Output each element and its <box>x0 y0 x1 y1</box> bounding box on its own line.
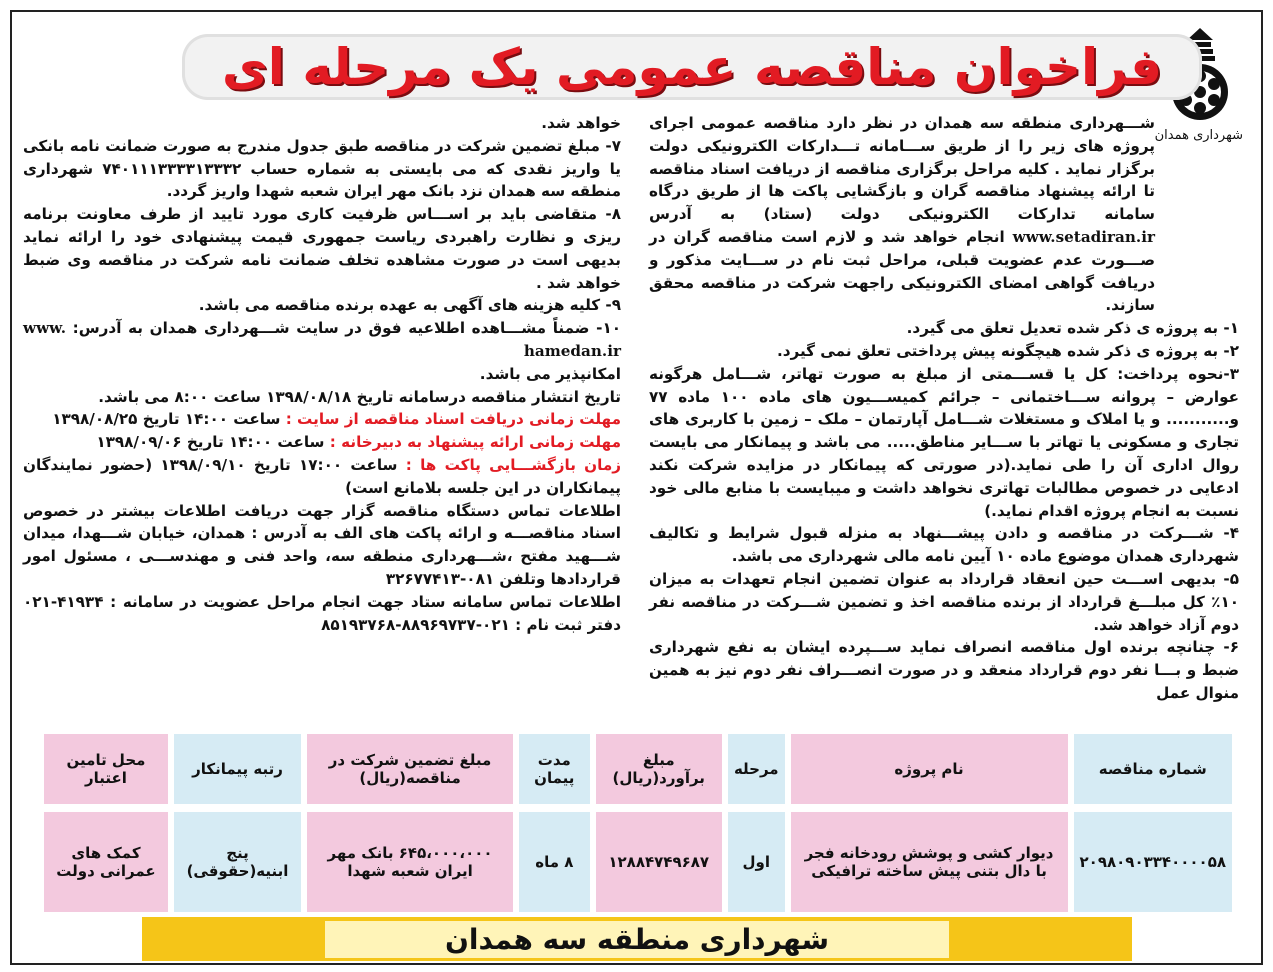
clause-3: ۳-نحوه پرداخت: کل یا قســـمتی از مبلغ به صورت تهاتر، شـــامل هرگونه عوارض – پروانه ســـاختمانی – جرائم کمیســـیون های ماده ۱۰۰ ماده ۷۷ و........... و یا املاک و مستغلات شـــامل آپارتمان – ملک – زمین با کاربری های تجاری و مسکونی یا تهاتر با ســـایر مناطق..... می باشد و پیمانکار می بایست روال اداری آن را طی نماید.(در صورتی که پیمانکار در مزایده شرکت نکند ادعایی در خصوص مطالبات تهاتری نخواهد داشت و میبایست با منابع مالی خود نسبت به انجام پروژه اقدام نماید.) <box>649 364 1239 520</box>
clause-7: ۷- مبلغ تضمین شرکت در مناقصه طبق جدول مندرج به صورت ضمانت نامه بانکی یا واریز نقدی که می بایستی به شماره حساب ۷۴۰۱۱۱۳۳۳۳۱۳۳۳۲ شهرداری منطقه سه همدان نزد بانک مهر ایران شعبه شهدا واریز گردد. <box>23 136 622 201</box>
hamedan-link[interactable]: www. hamedan.ir <box>23 319 621 360</box>
title-plate <box>182 34 1202 100</box>
logo-caption: شهرداری همدان <box>1154 128 1243 143</box>
possible-text: امکانپذیر می باشد. <box>479 364 621 383</box>
contact-info: اطلاعات تماس دستگاه مناقصه گزار جهت دریافت اطلاعات بیشتر در خصوص اسناد مناقصـــه و ارائه پاکت های الف به آدرس : همدان، خیابان شـــهدا، میدان شـــهید مفتح ،شـــهرداری منطقه سه، واحد فنی و مهندســـی ، مسئول امور قراردادها وتلفن ۰۸۱-۳۲۶۷۷۴۱۳ <box>23 501 621 588</box>
left-column <box>23 112 621 636</box>
clause-10: ۱۰- ضمناً مشـــاهده اطلاعیه فوق در سایت شـــهرداری همدان به آدرس: <box>72 319 621 338</box>
offer-deadline-label: مهلت زمانی ارائه پیشنهاد به دبیرخانه : <box>329 433 621 452</box>
clause-4: ۴- شـــرکت در مناقصه و دادن پیشـــنهاد به منزله قبول شرایط و تکالیف شهرداری همدان موضوع ماده ۱۰ آیین نامه مالی شهرداری می باشد. <box>649 524 1239 566</box>
table-row <box>44 812 1232 912</box>
col-rank: رتبه پیمانکار <box>174 734 301 804</box>
cell-guarantee: ۶۴۵،۰۰۰،۰۰۰ بانک مهر ایران شعبه شهدا <box>307 812 513 912</box>
setad-contact: اطلاعات تماس سامانه ستاد جهت انجام مراحل عضویت در سامانه : ۴۱۹۳۴-۰۲۱ دفتر ثبت نام : ۰۲۱-۸۸۹۶۹۷۳۷-۸۵۱۹۳۷۶۸ <box>23 592 621 634</box>
footer-title: شهرداری منطقه سه همدان <box>325 921 949 958</box>
cell-estimate: ۱۲۸۸۴۷۴۹۶۸۷ <box>596 812 722 912</box>
doc-deadline-label: مهلت زمانی دریافت اسناد مناقصه از سایت : <box>285 410 621 429</box>
publish-date: تاریخ انتشار مناقصه درسامانه تاریخ ۱۳۹۸/۰۸/۱۸ ساعت ۸:۰۰ می باشد. <box>98 387 621 406</box>
clause-9: ۹- کلیه هزینه های آگهی به عهده برنده مناقصه می باشد. <box>198 296 621 315</box>
tender-table <box>38 734 1238 904</box>
clause-8: ۸- متقاضی باید بر اســـاس ظرفیت کاری مورد تایید از طرف معاونت برنامه ریزی و نظارت راهبردی ریاست جمهوری قیمت پیشنهادی خود را ارائه نماید بدیهی است در صورت مشاهده تخلف ضمانت نامه شرکت در مناقصه وی ضبط خواهد شد . <box>23 205 621 292</box>
intro-text-2: انجام خواهد شد و لازم است مناقصه گران در صـــورت عدم عضویت قبلی، مراحل ثبت نام در ســـایت مذکور و دریافت گواهی امضای الکترونیکی راجهت شرکت در مناقصه محقق سازند. <box>649 227 1155 315</box>
clause-2: ۲- به پروژه ی ذکر شده هیچگونه پیش پرداختی تعلق نمی گیرد. <box>776 341 1239 360</box>
cell-project-name: دیوار کشی و پوشش رودخانه فجر با دال بتنی پیش ساخته ترافیکی <box>791 812 1068 912</box>
opening-label: زمان بازگشـــایی پاکت ها : <box>405 455 621 474</box>
title-wrap <box>221 26 1162 108</box>
col-estimate: مبلغ برآورد(ریال) <box>596 734 722 804</box>
doc-deadline-value: ساعت ۱۴:۰۰ تاریخ ۱۳۹۸/۰۸/۲۵ <box>52 410 281 429</box>
continued-text: خواهد شد. <box>541 114 621 132</box>
col-tender-number: شماره مناقصه <box>1074 734 1232 804</box>
page-title: فراخوان مناقصه عمومی یک مرحله ای <box>221 38 1162 96</box>
col-duration: مدت پیمان <box>519 734 589 804</box>
cell-tender-number: ۲۰۹۸۰۹۰۳۳۴۰۰۰۰۵۸ <box>1074 812 1232 912</box>
clause-5: ۵- بدیهی اســـت حین انعقاد قرارداد به عنوان تضمین انجام تعهدات به میزان ۱۰٪ کل مبلـــغ قرارداد از برنده مناقصه اخذ و تضمین شـــرکت در مناقصه نفر دوم آزاد خواهد شد. <box>649 569 1239 634</box>
col-stage: مرحله <box>728 734 785 804</box>
right-column <box>649 112 1239 705</box>
col-guarantee: مبلغ تضمین شرکت در مناقصه(ریال) <box>307 734 513 804</box>
cell-duration: ۸ ماه <box>519 812 589 912</box>
opening-value: ساعت ۱۷:۰۰ تاریخ ۱۳۹۸/۰۹/۱۰ (حضور نمایندگان پیمانکاران در این جلسه بلامانع است) <box>23 455 621 497</box>
cell-rank: پنج ابنیه(حقوقی) <box>174 812 301 912</box>
cell-stage: اول <box>728 812 785 912</box>
notice-page <box>10 10 1263 965</box>
footer-band <box>142 917 1132 961</box>
col-project-name: نام پروژه <box>791 734 1068 804</box>
intro-text: شـــهرداری منطقه سه همدان در نظر دارد مناقصه عمومی اجرای پروژه های زیر را از طریق ســـامانه تـــدارکات الکترونیکی دولت برگزار نماید . کلیه مراحل برگزاری مناقصه از دریافت اسناد مناقصه تا ارائه پیشنهاد مناقصه گران و بازگشایی پاکت ها از طریق درگاه سامانه تدارکات الکترونیکی دولت (ستاد) به آدرس <box>649 114 1155 224</box>
setadiran-link[interactable]: www.setadiran.ir <box>1012 227 1155 246</box>
cell-funding: کمک های عمرانی دولت <box>44 812 168 912</box>
col-funding: محل تامین اعتبار <box>44 734 168 804</box>
clause-1: ۱- به پروژه ی ذکر شده تعدیل تعلق می گیرد. <box>906 319 1239 338</box>
clause-6: ۶- چنانچه برنده اول مناقصه انصراف نماید ســـپرده ایشان به نفع شهرداری ضبط و بـــا نفر دوم قرارداد منعقد و در صورت انصـــراف نفر دوم نیز به همین منوال عمل <box>649 638 1239 702</box>
offer-deadline-value: ساعت ۱۴:۰۰ تاریخ ۱۳۹۸/۰۹/۰۶ <box>96 433 325 452</box>
